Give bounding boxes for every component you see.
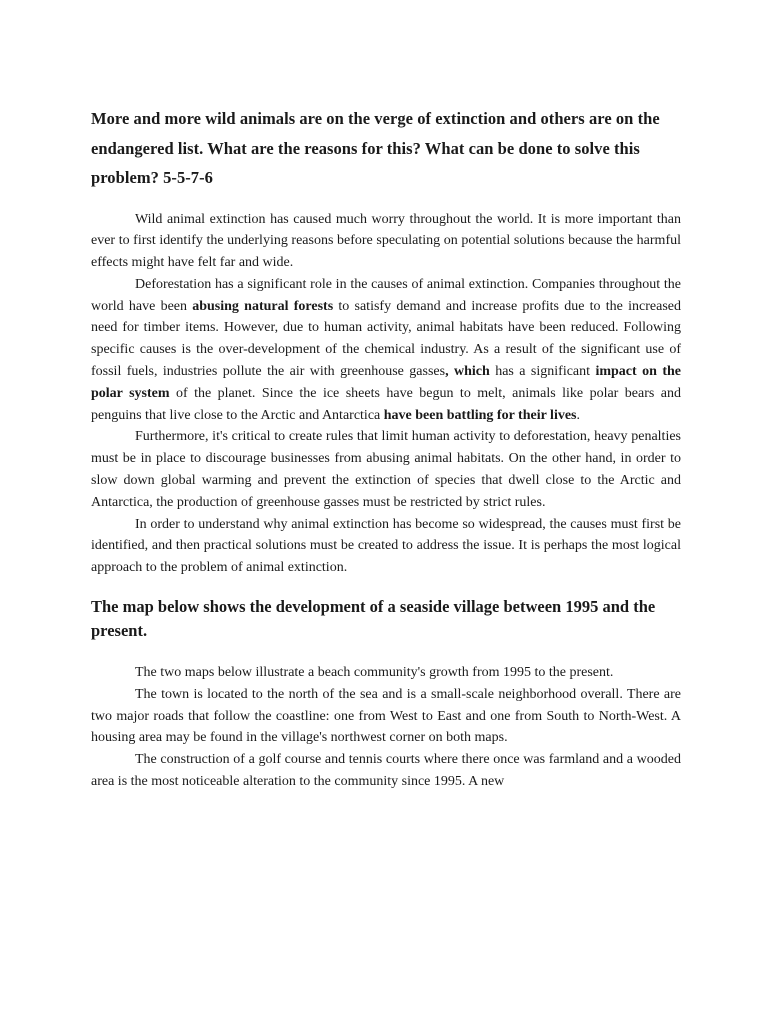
essay-2-title: The map below shows the development of a seaside village between 1995 and the present. <box>91 597 656 641</box>
bold-phrase: abusing natural forests <box>192 298 334 314</box>
essay-2-paragraph-1: The two maps below illustrate a beach community's growth from 1995 to the present. <box>135 665 614 681</box>
essay-1-paragraph-4: In order to understand why animal extinction has become so widespread, the causes must first be identified, and then practical solutions must be created to address the issue. It is perhaps the most logical approach to the problem of animal extinction. <box>91 516 681 576</box>
essay-1-paragraph-1: Wild animal extinction has caused much worry throughout the world. It is more important than ever to first identify the underlying reasons before speculating on potential solutions because the harmful effects might have felt far and wide. <box>91 211 681 271</box>
document-page <box>91 104 681 793</box>
text-run: Deforestation has a significant role in the causes of animal extinction. Companies throughout the world have been <box>91 276 681 314</box>
bold-phrase: impact on the polar system <box>91 364 681 401</box>
text-run: of the planet. Since the ice sheets have begun to melt, animals like polar bears and penguins that live close to the Arctic and Antarctica <box>91 385 681 423</box>
essay-2-paragraph-2: The town is located to the north of the sea and is a small-scale neighborhood overall. There are two major roads that follow the coastline: one from West to East and one from South to North-West. A housing area may be found in the village's northwest corner on both maps. <box>91 686 681 746</box>
essay-1-paragraph-3: Furthermore, it's critical to create rules that limit human activity to deforestation, heavy penalties must be in place to discourage businesses from abusing animal habitats. On the other hand, in order to slow down global warming and prevent the extinction of species that dwell close to the Arctic and Antarctica, the production of greenhouse gasses must be restricted by strict rules. <box>91 429 681 510</box>
essay-2-paragraph-3: The construction of a golf course and tennis courts where there once was farmland and a wooded area is the most noticeable alteration to the community since 1995. A new <box>91 752 681 790</box>
bold-phrase: have been battling for their lives <box>383 407 577 423</box>
text-run: to satisfy demand and increase profits due to the increased need for timber items. However, due to human activity, animal habitats have been reduced. Following specific causes is the over-development of the chemical industry. As a result of the significant use of fossil fuels, industries pollute the air with greenhouse gasses <box>91 298 681 380</box>
text-run: . <box>576 407 581 423</box>
essay-1-paragraph-2 <box>91 274 681 427</box>
essay-1-title: More and more wild animals are on the verge of extinction and others are on the endangered list. What are the reasons for this? What can be done to solve this problem? 5-5-7-6 <box>91 109 660 187</box>
text-run: has a significant <box>489 364 596 380</box>
bold-phrase: , which <box>445 364 490 380</box>
